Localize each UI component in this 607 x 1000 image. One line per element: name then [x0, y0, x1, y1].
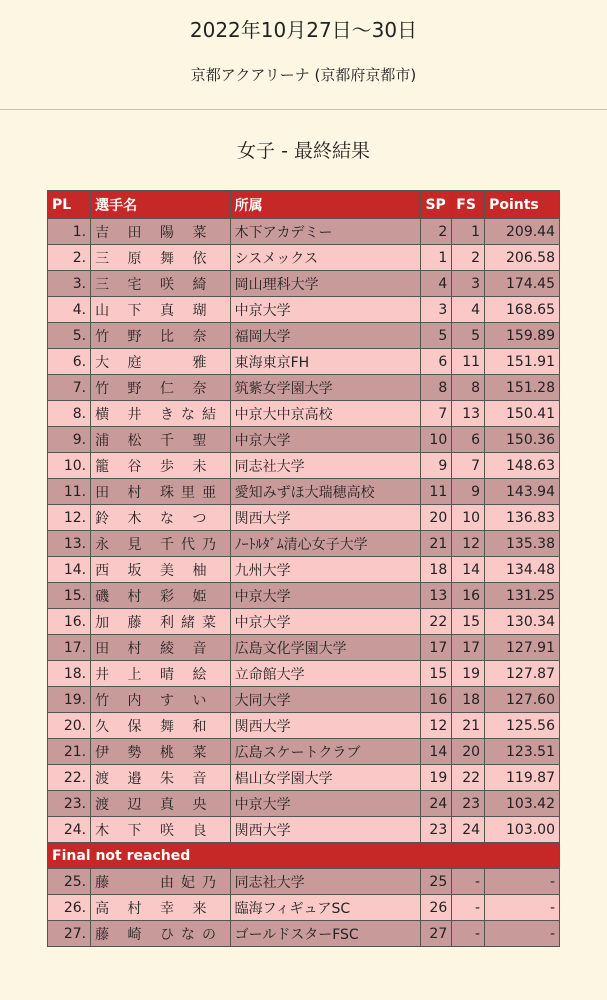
cell-name: 西 坂 美 柚 — [91, 557, 231, 583]
cell-sp: 20 — [421, 505, 452, 531]
cell-points: - — [485, 869, 560, 895]
table-row — [48, 869, 560, 895]
cell-club: 立命館大学 — [230, 661, 421, 687]
cell-pl: 11. — [48, 479, 91, 505]
cell-name: 木 下 咲 良 — [91, 817, 231, 843]
column-header-points: Points — [485, 191, 560, 219]
cell-fs: 3 — [452, 271, 485, 297]
cell-name: 田 村 綾 音 — [91, 635, 231, 661]
column-header-pl: PL — [48, 191, 91, 219]
cell-sp: 16 — [421, 687, 452, 713]
table-row — [48, 297, 560, 323]
cell-club: 大同大学 — [230, 687, 421, 713]
table-row — [48, 245, 560, 271]
cell-sp: 11 — [421, 479, 452, 505]
table-row — [48, 635, 560, 661]
cell-name: 高 村 幸 来 — [91, 895, 231, 921]
cell-fs: - — [452, 869, 485, 895]
cell-name: 井 上 晴 絵 — [91, 661, 231, 687]
cell-points: 174.45 — [485, 271, 560, 297]
cell-name: 山 下 真 瑚 — [91, 297, 231, 323]
cell-sp: 25 — [421, 869, 452, 895]
table-row — [48, 713, 560, 739]
cell-club: 岡山理科大学 — [230, 271, 421, 297]
cell-club: 九州大学 — [230, 557, 421, 583]
table-row — [48, 401, 560, 427]
cell-fs: 7 — [452, 453, 485, 479]
cell-name: 籠 谷 歩 未 — [91, 453, 231, 479]
cell-pl: 15. — [48, 583, 91, 609]
cell-pl: 22. — [48, 765, 91, 791]
cell-points: 143.94 — [485, 479, 560, 505]
table-row — [48, 583, 560, 609]
cell-fs: - — [452, 895, 485, 921]
cell-points: 151.28 — [485, 375, 560, 401]
cell-name: 永 見 千代乃 — [91, 531, 231, 557]
cell-pl: 10. — [48, 453, 91, 479]
cell-club: 同志社大学 — [230, 453, 421, 479]
cell-points: 150.41 — [485, 401, 560, 427]
cell-points: 136.83 — [485, 505, 560, 531]
cell-club: 木下アカデミー — [230, 219, 421, 245]
cell-fs: 20 — [452, 739, 485, 765]
cell-fs: 13 — [452, 401, 485, 427]
cell-fs: 19 — [452, 661, 485, 687]
cell-sp: 10 — [421, 427, 452, 453]
cell-points: 119.87 — [485, 765, 560, 791]
cell-club: ゴールドスターFSC — [230, 921, 421, 947]
cell-club: 中京大学 — [230, 791, 421, 817]
cell-pl: 21. — [48, 739, 91, 765]
cell-sp: 26 — [421, 895, 452, 921]
table-row — [48, 609, 560, 635]
cell-name: 加 藤 利緒菜 — [91, 609, 231, 635]
cell-pl: 5. — [48, 323, 91, 349]
cell-club: 中京大学 — [230, 583, 421, 609]
table-row — [48, 739, 560, 765]
cell-club: ﾉｰﾄﾙﾀﾞﾑ清心女子大学 — [230, 531, 421, 557]
cell-sp: 1 — [421, 245, 452, 271]
cell-name: 竹 野 比 奈 — [91, 323, 231, 349]
cell-fs: 24 — [452, 817, 485, 843]
cell-sp: 6 — [421, 349, 452, 375]
table-row — [48, 921, 560, 947]
cell-points: 123.51 — [485, 739, 560, 765]
table-header-row — [48, 191, 560, 219]
cell-pl: 4. — [48, 297, 91, 323]
cell-name: 横 井 きな結 — [91, 401, 231, 427]
table-row — [48, 427, 560, 453]
cell-name: 久 保 舞 和 — [91, 713, 231, 739]
cell-sp: 15 — [421, 661, 452, 687]
cell-sp: 19 — [421, 765, 452, 791]
cell-sp: 22 — [421, 609, 452, 635]
table-row — [48, 765, 560, 791]
event-venue: 京都アクアリーナ (京都府京都市) — [190, 66, 417, 84]
table-row — [48, 219, 560, 245]
cell-club: 関西大学 — [230, 713, 421, 739]
cell-points: 134.48 — [485, 557, 560, 583]
section-row-final-not-reached — [48, 843, 560, 869]
cell-name: 大 庭 雅 — [91, 349, 231, 375]
cell-points: 125.56 — [485, 713, 560, 739]
table-row — [48, 895, 560, 921]
cell-points: 209.44 — [485, 219, 560, 245]
cell-points: 151.91 — [485, 349, 560, 375]
cell-name: 鈴 木 な つ — [91, 505, 231, 531]
cell-points: 130.34 — [485, 609, 560, 635]
cell-pl: 16. — [48, 609, 91, 635]
cell-pl: 23. — [48, 791, 91, 817]
cell-pl: 27. — [48, 921, 91, 947]
cell-fs: 14 — [452, 557, 485, 583]
cell-name: 磯 村 彩 姫 — [91, 583, 231, 609]
cell-name: 伊 勢 桃 菜 — [91, 739, 231, 765]
cell-pl: 2. — [48, 245, 91, 271]
cell-fs: - — [452, 921, 485, 947]
cell-points: 206.58 — [485, 245, 560, 271]
cell-points: 127.87 — [485, 661, 560, 687]
cell-pl: 25. — [48, 869, 91, 895]
table-row — [48, 349, 560, 375]
cell-pl: 6. — [48, 349, 91, 375]
table-row — [48, 557, 560, 583]
cell-club: 福岡大学 — [230, 323, 421, 349]
cell-fs: 5 — [452, 323, 485, 349]
cell-club: 広島スケートクラブ — [230, 739, 421, 765]
cell-sp: 9 — [421, 453, 452, 479]
section-label: Final not reached — [48, 843, 560, 869]
cell-sp: 3 — [421, 297, 452, 323]
cell-pl: 12. — [48, 505, 91, 531]
cell-sp: 2 — [421, 219, 452, 245]
cell-fs: 17 — [452, 635, 485, 661]
cell-fs: 21 — [452, 713, 485, 739]
cell-club: 東海東京FH — [230, 349, 421, 375]
table-row — [48, 453, 560, 479]
cell-club: 関西大学 — [230, 505, 421, 531]
cell-pl: 20. — [48, 713, 91, 739]
cell-name: 藤 崎 ひなの — [91, 921, 231, 947]
cell-fs: 23 — [452, 791, 485, 817]
table-row — [48, 791, 560, 817]
cell-pl: 1. — [48, 219, 91, 245]
cell-name: 三 宅 咲 綺 — [91, 271, 231, 297]
cell-pl: 19. — [48, 687, 91, 713]
table-row — [48, 661, 560, 687]
cell-sp: 5 — [421, 323, 452, 349]
table-row — [48, 817, 560, 843]
table-row — [48, 687, 560, 713]
cell-fs: 8 — [452, 375, 485, 401]
cell-sp: 7 — [421, 401, 452, 427]
cell-sp: 24 — [421, 791, 452, 817]
cell-points: 168.65 — [485, 297, 560, 323]
cell-fs: 12 — [452, 531, 485, 557]
results-table — [47, 190, 560, 947]
cell-points: 148.63 — [485, 453, 560, 479]
cell-pl: 18. — [48, 661, 91, 687]
cell-club: 中京大学 — [230, 427, 421, 453]
column-header-sp: SP — [421, 191, 452, 219]
cell-pl: 24. — [48, 817, 91, 843]
cell-club: 広島文化学園大学 — [230, 635, 421, 661]
cell-points: 159.89 — [485, 323, 560, 349]
cell-points: - — [485, 895, 560, 921]
cell-points: 103.00 — [485, 817, 560, 843]
cell-fs: 6 — [452, 427, 485, 453]
cell-pl: 14. — [48, 557, 91, 583]
cell-fs: 16 — [452, 583, 485, 609]
table-row — [48, 505, 560, 531]
table-row — [48, 531, 560, 557]
table-row — [48, 323, 560, 349]
table-row — [48, 271, 560, 297]
cell-pl: 13. — [48, 531, 91, 557]
cell-pl: 9. — [48, 427, 91, 453]
cell-points: 127.91 — [485, 635, 560, 661]
cell-sp: 8 — [421, 375, 452, 401]
cell-points: 135.38 — [485, 531, 560, 557]
cell-club: 臨海フィギュアSC — [230, 895, 421, 921]
cell-pl: 7. — [48, 375, 91, 401]
cell-fs: 18 — [452, 687, 485, 713]
cell-club: 椙山女学園大学 — [230, 765, 421, 791]
cell-sp: 23 — [421, 817, 452, 843]
table-row — [48, 479, 560, 505]
cell-name: 田 村 珠里亜 — [91, 479, 231, 505]
cell-pl: 26. — [48, 895, 91, 921]
cell-fs: 9 — [452, 479, 485, 505]
cell-name: 吉 田 陽 菜 — [91, 219, 231, 245]
cell-fs: 2 — [452, 245, 485, 271]
cell-club: 中京大学 — [230, 609, 421, 635]
header-divider — [0, 109, 607, 110]
cell-club: 同志社大学 — [230, 869, 421, 895]
cell-pl: 8. — [48, 401, 91, 427]
column-header-club: 所属 — [230, 191, 421, 219]
cell-fs: 10 — [452, 505, 485, 531]
cell-club: シスメックス — [230, 245, 421, 271]
cell-name: 浦 松 千 聖 — [91, 427, 231, 453]
cell-points: 103.42 — [485, 791, 560, 817]
column-header-name: 選手名 — [91, 191, 231, 219]
cell-pl: 17. — [48, 635, 91, 661]
cell-club: 関西大学 — [230, 817, 421, 843]
cell-sp: 13 — [421, 583, 452, 609]
cell-fs: 22 — [452, 765, 485, 791]
cell-name: 渡 邉 朱 音 — [91, 765, 231, 791]
results-body — [48, 219, 560, 947]
cell-name: 三 原 舞 依 — [91, 245, 231, 271]
cell-name: 渡 辺 真 央 — [91, 791, 231, 817]
cell-fs: 4 — [452, 297, 485, 323]
cell-name: 藤 由妃乃 — [91, 869, 231, 895]
cell-fs: 1 — [452, 219, 485, 245]
table-row — [48, 375, 560, 401]
cell-points: 131.25 — [485, 583, 560, 609]
cell-club: 愛知みずほ大瑞穂高校 — [230, 479, 421, 505]
cell-points: 150.36 — [485, 427, 560, 453]
cell-name: 竹 野 仁 奈 — [91, 375, 231, 401]
cell-points: 127.60 — [485, 687, 560, 713]
cell-sp: 12 — [421, 713, 452, 739]
cell-fs: 15 — [452, 609, 485, 635]
cell-sp: 17 — [421, 635, 452, 661]
cell-club: 中京大中京高校 — [230, 401, 421, 427]
cell-sp: 27 — [421, 921, 452, 947]
cell-club: 筑紫女学園大学 — [230, 375, 421, 401]
cell-sp: 4 — [421, 271, 452, 297]
cell-club: 中京大学 — [230, 297, 421, 323]
cell-sp: 14 — [421, 739, 452, 765]
column-header-fs: FS — [452, 191, 485, 219]
cell-points: - — [485, 921, 560, 947]
cell-sp: 21 — [421, 531, 452, 557]
cell-sp: 18 — [421, 557, 452, 583]
event-date: 2022年10月27日〜30日 — [189, 18, 418, 42]
page-title: 女子 - 最終結果 — [237, 140, 370, 162]
cell-name: 竹 内 す い — [91, 687, 231, 713]
cell-fs: 11 — [452, 349, 485, 375]
cell-pl: 3. — [48, 271, 91, 297]
